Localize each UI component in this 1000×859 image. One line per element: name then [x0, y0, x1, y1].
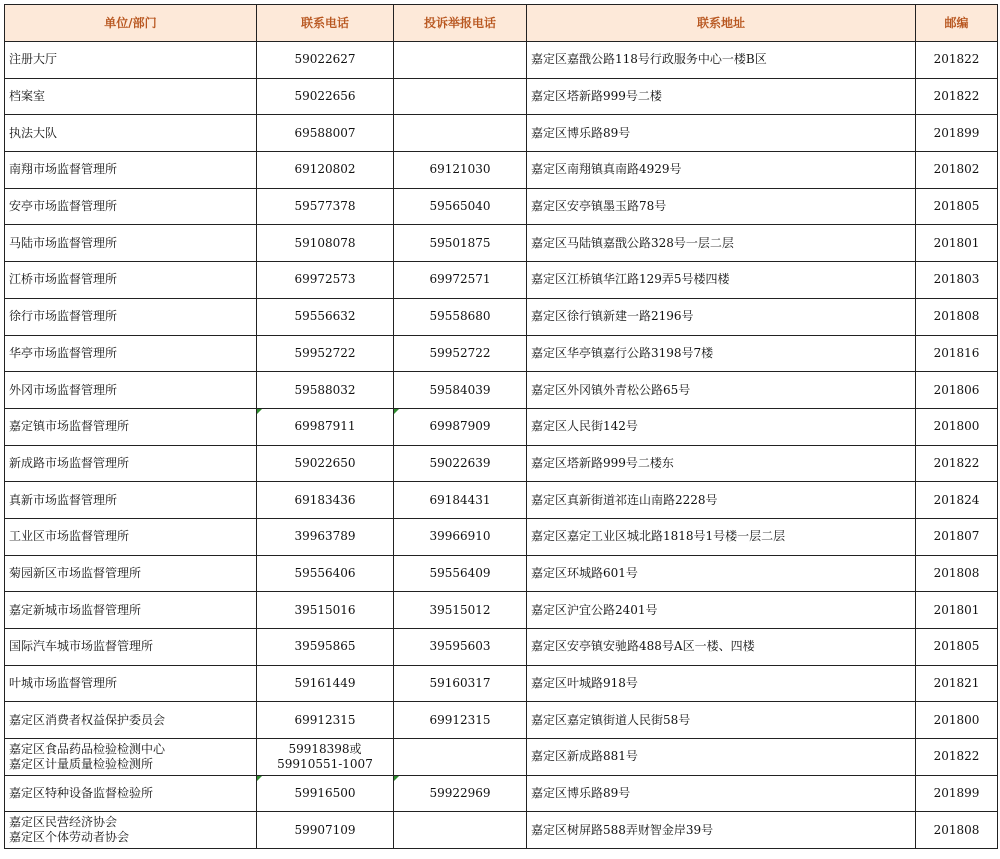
table-row — [5, 115, 998, 152]
complaint-phone-cell: 59022639 — [394, 445, 527, 482]
address-cell: 嘉定区博乐路89号 — [527, 115, 916, 152]
complaint-phone-cell: 59584039 — [394, 372, 527, 409]
complaint-phone-cell — [394, 812, 527, 849]
department-cell: 叶城市场监督管理所 — [5, 665, 257, 702]
header-postcode: 邮编 — [916, 5, 998, 42]
address-cell: 嘉定区塔新路999号二楼 — [527, 78, 916, 115]
complaint-phone-cell: 69121030 — [394, 152, 527, 189]
department-cell: 工业区市场监督管理所 — [5, 518, 257, 555]
address-cell: 嘉定区嘉定工业区城北路1818号1号楼一层二层 — [527, 518, 916, 555]
table-row — [5, 445, 998, 482]
phone-cell: 59577378 — [257, 188, 394, 225]
department-cell: 嘉定区食品药品检验检测中心 嘉定区计量质量检验检测所 — [5, 739, 257, 776]
complaint-phone-cell — [394, 78, 527, 115]
table-row — [5, 555, 998, 592]
table-row — [5, 739, 998, 776]
phone-cell: 69972573 — [257, 262, 394, 299]
department-cell: 新成路市场监督管理所 — [5, 445, 257, 482]
complaint-phone-cell: 69912315 — [394, 702, 527, 739]
table-row — [5, 298, 998, 335]
phone-cell: 39515016 — [257, 592, 394, 629]
postcode-cell: 201808 — [916, 298, 998, 335]
table-row — [5, 665, 998, 702]
department-cell: 执法大队 — [5, 115, 257, 152]
address-cell: 嘉定区嘉戬公路118号行政服务中心一楼B区 — [527, 42, 916, 79]
table-row — [5, 408, 998, 445]
table-row — [5, 262, 998, 299]
postcode-cell: 201822 — [916, 739, 998, 776]
address-cell: 嘉定区徐行镇新建一路2196号 — [527, 298, 916, 335]
table-row — [5, 518, 998, 555]
postcode-cell: 201805 — [916, 188, 998, 225]
postcode-cell: 201801 — [916, 592, 998, 629]
address-cell: 嘉定区新成路881号 — [527, 739, 916, 776]
postcode-cell: 201822 — [916, 42, 998, 79]
department-cell: 档案室 — [5, 78, 257, 115]
department-cell: 江桥市场监督管理所 — [5, 262, 257, 299]
phone-cell: 59588032 — [257, 372, 394, 409]
phone-cell: 59556632 — [257, 298, 394, 335]
table-row — [5, 225, 998, 262]
complaint-phone-cell — [394, 739, 527, 776]
complaint-phone-cell: 69184431 — [394, 482, 527, 519]
complaint-phone-cell: 69987909 — [394, 408, 527, 445]
postcode-cell: 201899 — [916, 775, 998, 812]
department-cell: 华亭市场监督管理所 — [5, 335, 257, 372]
postcode-cell: 201822 — [916, 445, 998, 482]
phone-cell: 69120802 — [257, 152, 394, 189]
table-row — [5, 78, 998, 115]
table-row — [5, 42, 998, 79]
address-cell: 嘉定区树屏路588弄财智金岸39号 — [527, 812, 916, 849]
postcode-cell: 201816 — [916, 335, 998, 372]
address-cell: 嘉定区南翔镇真南路4929号 — [527, 152, 916, 189]
address-cell: 嘉定区真新街道祁连山南路2228号 — [527, 482, 916, 519]
department-cell: 注册大厅 — [5, 42, 257, 79]
table-row — [5, 372, 998, 409]
phone-cell: 59022650 — [257, 445, 394, 482]
header-row — [5, 5, 998, 42]
phone-cell: 59556406 — [257, 555, 394, 592]
complaint-phone-cell: 59922969 — [394, 775, 527, 812]
phone-cell: 69588007 — [257, 115, 394, 152]
phone-cell: 59161449 — [257, 665, 394, 702]
phone-cell: 59022656 — [257, 78, 394, 115]
department-cell: 南翔市场监督管理所 — [5, 152, 257, 189]
phone-cell: 59916500 — [257, 775, 394, 812]
table-row — [5, 812, 998, 849]
table-row — [5, 775, 998, 812]
address-cell: 嘉定区塔新路999号二楼东 — [527, 445, 916, 482]
phone-cell: 39963789 — [257, 518, 394, 555]
phone-cell: 59907109 — [257, 812, 394, 849]
postcode-cell: 201800 — [916, 702, 998, 739]
address-cell: 嘉定区沪宜公路2401号 — [527, 592, 916, 629]
postcode-cell: 201806 — [916, 372, 998, 409]
postcode-cell: 201807 — [916, 518, 998, 555]
complaint-phone-cell — [394, 115, 527, 152]
address-cell: 嘉定区外冈镇外青松公路65号 — [527, 372, 916, 409]
postcode-cell: 201800 — [916, 408, 998, 445]
postcode-cell: 201805 — [916, 629, 998, 666]
table-row — [5, 592, 998, 629]
header-phone: 联系电话 — [257, 5, 394, 42]
table-row — [5, 335, 998, 372]
address-cell: 嘉定区叶城路918号 — [527, 665, 916, 702]
postcode-cell: 201808 — [916, 812, 998, 849]
postcode-cell: 201824 — [916, 482, 998, 519]
complaint-phone-cell: 59556409 — [394, 555, 527, 592]
table-row — [5, 152, 998, 189]
phone-cell: 69912315 — [257, 702, 394, 739]
department-cell: 菊园新区市场监督管理所 — [5, 555, 257, 592]
postcode-cell: 201821 — [916, 665, 998, 702]
postcode-cell: 201808 — [916, 555, 998, 592]
postcode-cell: 201803 — [916, 262, 998, 299]
complaint-phone-cell: 59558680 — [394, 298, 527, 335]
address-cell: 嘉定区华亭镇嘉行公路3198号7楼 — [527, 335, 916, 372]
department-cell: 真新市场监督管理所 — [5, 482, 257, 519]
department-cell: 嘉定新城市场监督管理所 — [5, 592, 257, 629]
phone-cell: 59918398或 59910551-1007 — [257, 739, 394, 776]
complaint-phone-cell: 59952722 — [394, 335, 527, 372]
complaint-phone-cell: 39595603 — [394, 629, 527, 666]
complaint-phone-cell — [394, 42, 527, 79]
complaint-phone-cell: 39966910 — [394, 518, 527, 555]
contact-table — [4, 4, 998, 849]
table-row — [5, 482, 998, 519]
phone-cell: 59952722 — [257, 335, 394, 372]
department-cell: 嘉定区民营经济协会 嘉定区个体劳动者协会 — [5, 812, 257, 849]
phone-cell: 69987911 — [257, 408, 394, 445]
table-row — [5, 188, 998, 225]
address-cell: 嘉定区安亭镇安驰路488号A区一楼、四楼 — [527, 629, 916, 666]
complaint-phone-cell: 39515012 — [394, 592, 527, 629]
complaint-phone-cell: 59565040 — [394, 188, 527, 225]
table-row — [5, 629, 998, 666]
department-cell: 嘉定镇市场监督管理所 — [5, 408, 257, 445]
phone-cell: 59022627 — [257, 42, 394, 79]
address-cell: 嘉定区环城路601号 — [527, 555, 916, 592]
phone-cell: 39595865 — [257, 629, 394, 666]
complaint-phone-cell: 69972571 — [394, 262, 527, 299]
phone-cell: 59108078 — [257, 225, 394, 262]
postcode-cell: 201801 — [916, 225, 998, 262]
department-cell: 马陆市场监督管理所 — [5, 225, 257, 262]
header-department: 单位/部门 — [5, 5, 257, 42]
address-cell: 嘉定区马陆镇嘉戬公路328号一层二层 — [527, 225, 916, 262]
table-row — [5, 702, 998, 739]
phone-cell: 69183436 — [257, 482, 394, 519]
department-cell: 徐行市场监督管理所 — [5, 298, 257, 335]
department-cell: 嘉定区消费者权益保护委员会 — [5, 702, 257, 739]
address-cell: 嘉定区江桥镇华江路129弄5号楼四楼 — [527, 262, 916, 299]
department-cell: 安亭市场监督管理所 — [5, 188, 257, 225]
address-cell: 嘉定区嘉定镇街道人民街58号 — [527, 702, 916, 739]
department-cell: 嘉定区特种设备监督检验所 — [5, 775, 257, 812]
complaint-phone-cell: 59501875 — [394, 225, 527, 262]
address-cell: 嘉定区安亭镇墨玉路78号 — [527, 188, 916, 225]
header-address: 联系地址 — [527, 5, 916, 42]
department-cell: 外冈市场监督管理所 — [5, 372, 257, 409]
complaint-phone-cell: 59160317 — [394, 665, 527, 702]
postcode-cell: 201822 — [916, 78, 998, 115]
address-cell: 嘉定区人民街142号 — [527, 408, 916, 445]
header-complaint-phone: 投诉举报电话 — [394, 5, 527, 42]
postcode-cell: 201899 — [916, 115, 998, 152]
department-cell: 国际汽车城市场监督管理所 — [5, 629, 257, 666]
address-cell: 嘉定区博乐路89号 — [527, 775, 916, 812]
postcode-cell: 201802 — [916, 152, 998, 189]
